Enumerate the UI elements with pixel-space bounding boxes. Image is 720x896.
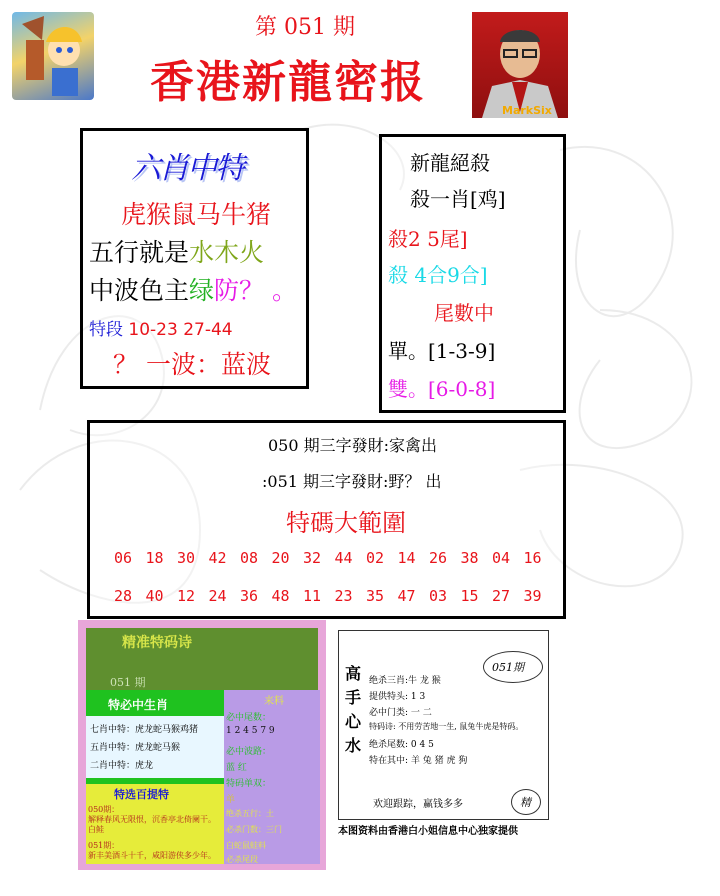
range-number: 40 xyxy=(145,587,164,605)
range-number: 32 xyxy=(302,549,322,567)
range-number: 04 xyxy=(491,549,511,567)
range-number: 38 xyxy=(460,549,479,567)
issue-bubble-text: 051期 xyxy=(492,661,524,674)
range-number: 47 xyxy=(397,587,416,605)
range-number: 39 xyxy=(523,587,542,605)
tip-line-3: 必中门类: 一 二 xyxy=(369,708,432,718)
collage-row-3: 二肖中特：虎龙 xyxy=(90,761,154,771)
issue-number: 第 051 期 xyxy=(255,15,355,40)
range-number: 15 xyxy=(460,587,479,605)
presenter-photo xyxy=(472,12,568,118)
special-range-box xyxy=(87,420,566,619)
right-line-5: 尾數中 xyxy=(434,301,494,325)
tip-line-1: 绝杀三肖:牛 龙 猴 xyxy=(369,676,441,686)
six-zodiac-box xyxy=(80,128,309,389)
zodiac-list: 虎猴鼠马牛猪 xyxy=(121,200,272,229)
range-number: 14 xyxy=(397,549,416,567)
tips-footer: 欢迎跟踪，赢钱多多 xyxy=(373,799,463,810)
poem-050-answer: 白鲑 xyxy=(88,825,104,834)
collage-banner xyxy=(86,628,318,692)
one-wave-line: ？ 一波：蓝波 xyxy=(113,350,271,379)
number-row-2 xyxy=(108,587,548,607)
page-title: 香港新龍密报 xyxy=(150,57,426,108)
range-number: 35 xyxy=(365,587,385,605)
collage-side-panel xyxy=(224,690,320,864)
poem-051-text: 新丰美酒斗十千，咸阳游侠多少年。 xyxy=(88,851,216,860)
collage-banner-text: 精准特码诗 xyxy=(122,635,192,651)
special-range-heading: 特碼大範圍 xyxy=(286,509,406,537)
wave-prefix: 中波色主 xyxy=(89,276,190,305)
vertical-char-1: 高 xyxy=(345,664,362,683)
range-number: 28 xyxy=(113,587,133,605)
stamp-circle xyxy=(511,789,541,815)
tip-line-2: 提供特头: 1 3 xyxy=(369,692,426,702)
range-number: 24 xyxy=(208,587,227,605)
wuxing-prefix: 五行就是 xyxy=(89,238,190,267)
three-char-051: :051 期三字發財:野？ 出 xyxy=(262,472,442,491)
side-line-6: 单 xyxy=(226,795,236,805)
issue-bubble xyxy=(483,651,543,683)
range-number: 18 xyxy=(145,549,164,567)
three-char-050: 050 期三字發財:家禽出 xyxy=(268,436,438,455)
vertical-char-2: 手 xyxy=(345,688,362,707)
kill-number-box xyxy=(379,134,566,413)
side-line-3: 必中波路： xyxy=(226,747,272,757)
side-line-5: 特码单双： xyxy=(226,779,272,789)
expert-tips-card xyxy=(338,630,549,820)
range-number: 16 xyxy=(523,549,542,567)
right-line-6: 單。[1-3-9] xyxy=(388,339,496,363)
range-number: 03 xyxy=(428,587,448,605)
range-number: 06 xyxy=(113,549,133,567)
collage-section-2: 特选百提特 xyxy=(114,788,169,801)
right-line-4: 殺 4合9合] xyxy=(388,263,488,287)
right-line-3: 殺2 5尾] xyxy=(388,227,468,251)
range-number: 27 xyxy=(491,587,511,605)
side-line-4: 蓝 红 xyxy=(226,763,247,773)
range-number: 48 xyxy=(271,587,290,605)
range-number: 36 xyxy=(239,587,259,605)
poem-050-issue: 050期： xyxy=(88,805,120,814)
tip-line-6: 特在其中: 羊 兔 猪 虎 狗 xyxy=(369,756,468,766)
side-line-10: 必杀尾段 xyxy=(226,855,258,864)
range-number: 02 xyxy=(365,549,385,567)
range-number: 11 xyxy=(302,587,322,605)
poem-collage xyxy=(78,620,326,870)
special-value: 10-23 27-44 xyxy=(128,320,233,340)
six-zodiac-heading: 六肖中特 xyxy=(131,151,243,186)
side-line-7: 绝杀五行：土 xyxy=(226,809,274,818)
marksix-badge: MarkSix xyxy=(502,104,552,117)
wuxing-value: 水木火 xyxy=(189,238,265,267)
right-line-2: 殺一肖[鸡] xyxy=(410,187,506,211)
range-number: 08 xyxy=(239,549,259,567)
poem-050-text: 解释春风无限恨，沉香亭北倚阑干。 xyxy=(88,815,216,824)
vertical-char-3: 心 xyxy=(345,712,362,731)
collage-yellow-panel xyxy=(86,784,224,864)
tip-line-4: 特码诗: 不用劳苦地一生, 鼠兔牛虎是特码。 xyxy=(369,722,524,731)
side-line-2: 1 2 4 5 7 9 xyxy=(226,726,275,736)
cartoon-avatar-image xyxy=(12,12,94,100)
wuxing-line xyxy=(89,233,264,269)
collage-zodiac-panel xyxy=(86,716,226,778)
collage-side-title: 来料 xyxy=(264,696,284,707)
collage-issue: 051 期 xyxy=(110,676,146,689)
special-label: 特段 xyxy=(89,320,123,340)
range-number: 30 xyxy=(176,549,196,567)
side-line-9: 白蛇鼠蛙料 xyxy=(226,841,266,850)
number-row-1 xyxy=(108,549,548,569)
range-number: 44 xyxy=(334,549,353,567)
collage-section-1: 特必中生肖 xyxy=(108,698,169,712)
right-line-7: 雙。[6-0-8] xyxy=(388,377,496,401)
wave-value: 绿 xyxy=(189,276,215,305)
special-range-line xyxy=(89,315,233,340)
range-number: 23 xyxy=(334,587,353,605)
side-line-1: 必中尾数： xyxy=(226,713,272,723)
range-number: 20 xyxy=(271,549,290,567)
range-number: 12 xyxy=(176,587,196,605)
stamp-text: 精 xyxy=(520,796,531,809)
tip-line-5: 绝杀尾数: 0 4 5 xyxy=(369,740,434,750)
range-number: 26 xyxy=(428,549,448,567)
source-caption: 本图资料由香港白小姐信息中心独家提供 xyxy=(338,826,518,837)
collage-row-2: 五肖中特：虎龙蛇马猴 xyxy=(90,743,181,753)
wave-suffix: 防？ 。 xyxy=(214,276,297,305)
wave-color-line xyxy=(89,271,297,307)
right-line-1: 新龍絕殺 xyxy=(410,151,490,175)
collage-row-1: 七肖中特：虎龙蛇马猴鸡猪 xyxy=(90,725,199,735)
poem-051-issue: 051期： xyxy=(88,841,120,850)
side-line-8: 必杀门数：三门 xyxy=(226,825,282,834)
vertical-char-4: 水 xyxy=(345,736,362,755)
range-number: 42 xyxy=(208,549,227,567)
